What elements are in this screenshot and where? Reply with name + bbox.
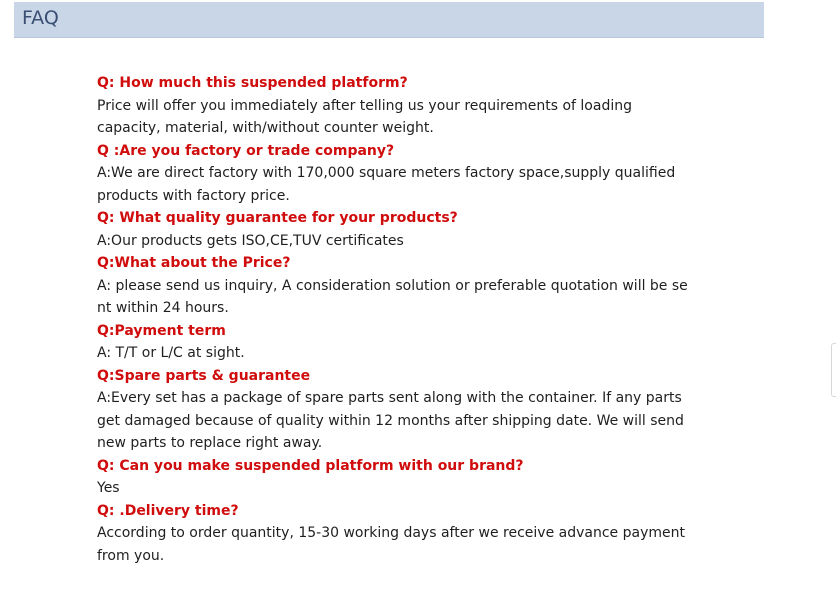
- faq-answer-8-line-1: According to order quantity, 15-30 working days after we receive advance payment: [97, 525, 685, 541]
- faq-answer-1-line-2: capacity, material, with/without counter weight.: [97, 120, 434, 136]
- faq-content: [97, 72, 717, 567]
- faq-question-8: Q: .Delivery time?: [97, 502, 239, 519]
- faq-answer-7-line-1: Yes: [97, 480, 120, 496]
- faq-answer-6-line-1: A:Every set has a package of spare parts sent along with the container. If any parts: [97, 390, 682, 406]
- faq-question-4: Q:What about the Price?: [97, 255, 291, 271]
- faq-title: FAQ: [22, 7, 59, 29]
- faq-answer-1-line-1: Price will offer you immediately after telling us your requirements of loading: [97, 97, 632, 114]
- faq-answer-4-line-2: nt within 24 hours.: [97, 300, 229, 316]
- faq-header-bar: [14, 2, 764, 38]
- side-scroll-tab[interactable]: [831, 343, 836, 397]
- faq-question-1: Q: How much this suspended platform?: [97, 75, 408, 91]
- faq-question-2: Q :Are you factory or trade company?: [97, 142, 395, 159]
- faq-answer-4-line-1: A: please send us inquiry, A consideration solution or preferable quotation will be se: [97, 277, 688, 294]
- faq-answer-6-line-2: get damaged because of quality within 12 months after shipping date. We will send: [97, 412, 684, 429]
- faq-answer-2-line-1: A:We are direct factory with 170,000 square meters factory space,supply qualified: [97, 165, 676, 181]
- faq-question-5: Q:Payment term: [97, 322, 226, 339]
- faq-question-6: Q:Spare parts & guarantee: [97, 367, 311, 384]
- faq-answer-3-line-1: A:Our products gets ISO,CE,TUV certificates: [97, 232, 404, 249]
- faq-question-3: Q: What quality guarantee for your products?: [97, 210, 458, 226]
- faq-answer-8-line-2: from you.: [97, 547, 165, 564]
- faq-answer-6-line-3: new parts to replace right away.: [97, 435, 323, 451]
- faq-answer-2-line-2: products with factory price.: [97, 187, 290, 204]
- faq-question-7: Q: Can you make suspended platform with our brand?: [97, 457, 524, 474]
- faq-answer-5-line-1: A: T/T or L/C at sight.: [97, 345, 245, 361]
